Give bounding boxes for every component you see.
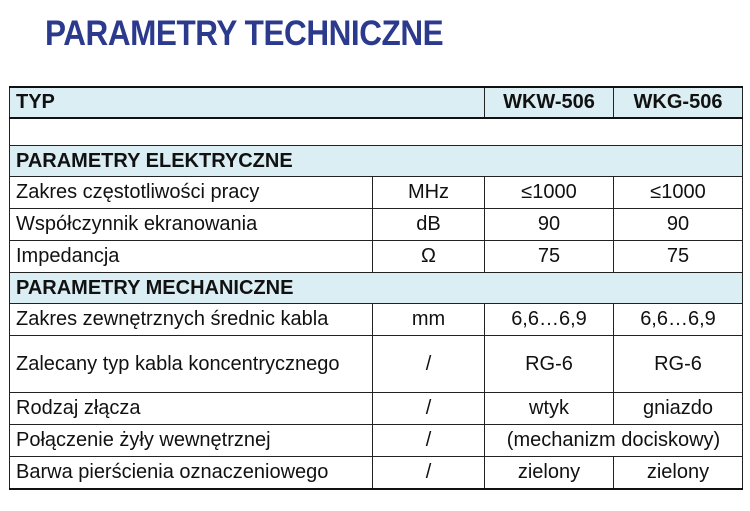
spec-table	[9, 86, 743, 490]
table-row	[10, 425, 743, 457]
param-unit: /	[373, 393, 485, 425]
param-unit: MHz	[373, 177, 485, 209]
model-header-wkg-506: WKG-506	[614, 87, 743, 118]
param-name: Barwa pierścienia oznaczeniowego	[10, 457, 373, 490]
table-header-row	[10, 87, 743, 118]
section-fill-cell	[485, 146, 614, 177]
table-row	[10, 457, 743, 490]
param-value-wkw: wtyk	[485, 393, 614, 425]
param-name: Zakres częstotliwości pracy	[10, 177, 373, 209]
param-value-wkg: ≤1000	[614, 177, 743, 209]
param-unit: mm	[373, 304, 485, 336]
param-value-wkw: 75	[485, 241, 614, 273]
param-value-wkg: RG-6	[614, 336, 743, 393]
param-unit: /	[373, 336, 485, 393]
param-value-wkg: zielony	[614, 457, 743, 490]
section-fill-cell	[614, 146, 743, 177]
section-fill-cell	[485, 273, 614, 304]
table-row	[10, 393, 743, 425]
section-title-electrical: PARAMETRY ELEKTRYCZNE	[10, 146, 485, 177]
param-value-wkw: zielony	[485, 457, 614, 490]
param-name: Połączenie żyły wewnętrznej	[10, 425, 373, 457]
table-row	[10, 336, 743, 393]
param-name: Rodzaj złącza	[10, 393, 373, 425]
param-name: Impedancja	[10, 241, 373, 273]
blank-row	[10, 118, 743, 146]
param-value-wkw: RG-6	[485, 336, 614, 393]
param-unit: dB	[373, 209, 485, 241]
page-title: PARAMETRY TECHNICZNE	[45, 14, 444, 53]
param-unit: /	[373, 425, 485, 457]
param-value-wkg: 75	[614, 241, 743, 273]
section-fill-cell	[614, 273, 743, 304]
section-title-mechanical: PARAMETRY MECHANICZNE	[10, 273, 485, 304]
param-name: Współczynnik ekranowania	[10, 209, 373, 241]
table-row	[10, 177, 743, 209]
param-value-wkw: 90	[485, 209, 614, 241]
section-heading-row	[10, 273, 743, 304]
param-value-wkw: 6,6…6,9	[485, 304, 614, 336]
param-value-wkw: ≤1000	[485, 177, 614, 209]
param-value-wkg: gniazdo	[614, 393, 743, 425]
param-value-wkg: 90	[614, 209, 743, 241]
param-unit: /	[373, 457, 485, 490]
type-header-label: TYP	[10, 87, 485, 118]
param-value-merged: (mechanizm dociskowy)	[485, 425, 743, 457]
param-name: Zakres zewnętrznych średnic kabla	[10, 304, 373, 336]
table-row	[10, 209, 743, 241]
model-header-wkw-506: WKW-506	[485, 87, 614, 118]
param-unit: Ω	[373, 241, 485, 273]
table-row	[10, 241, 743, 273]
blank-cell	[10, 118, 743, 146]
table-row	[10, 304, 743, 336]
param-value-wkg: 6,6…6,9	[614, 304, 743, 336]
section-heading-row	[10, 146, 743, 177]
param-name: Zalecany typ kabla koncentrycznego	[10, 336, 373, 393]
